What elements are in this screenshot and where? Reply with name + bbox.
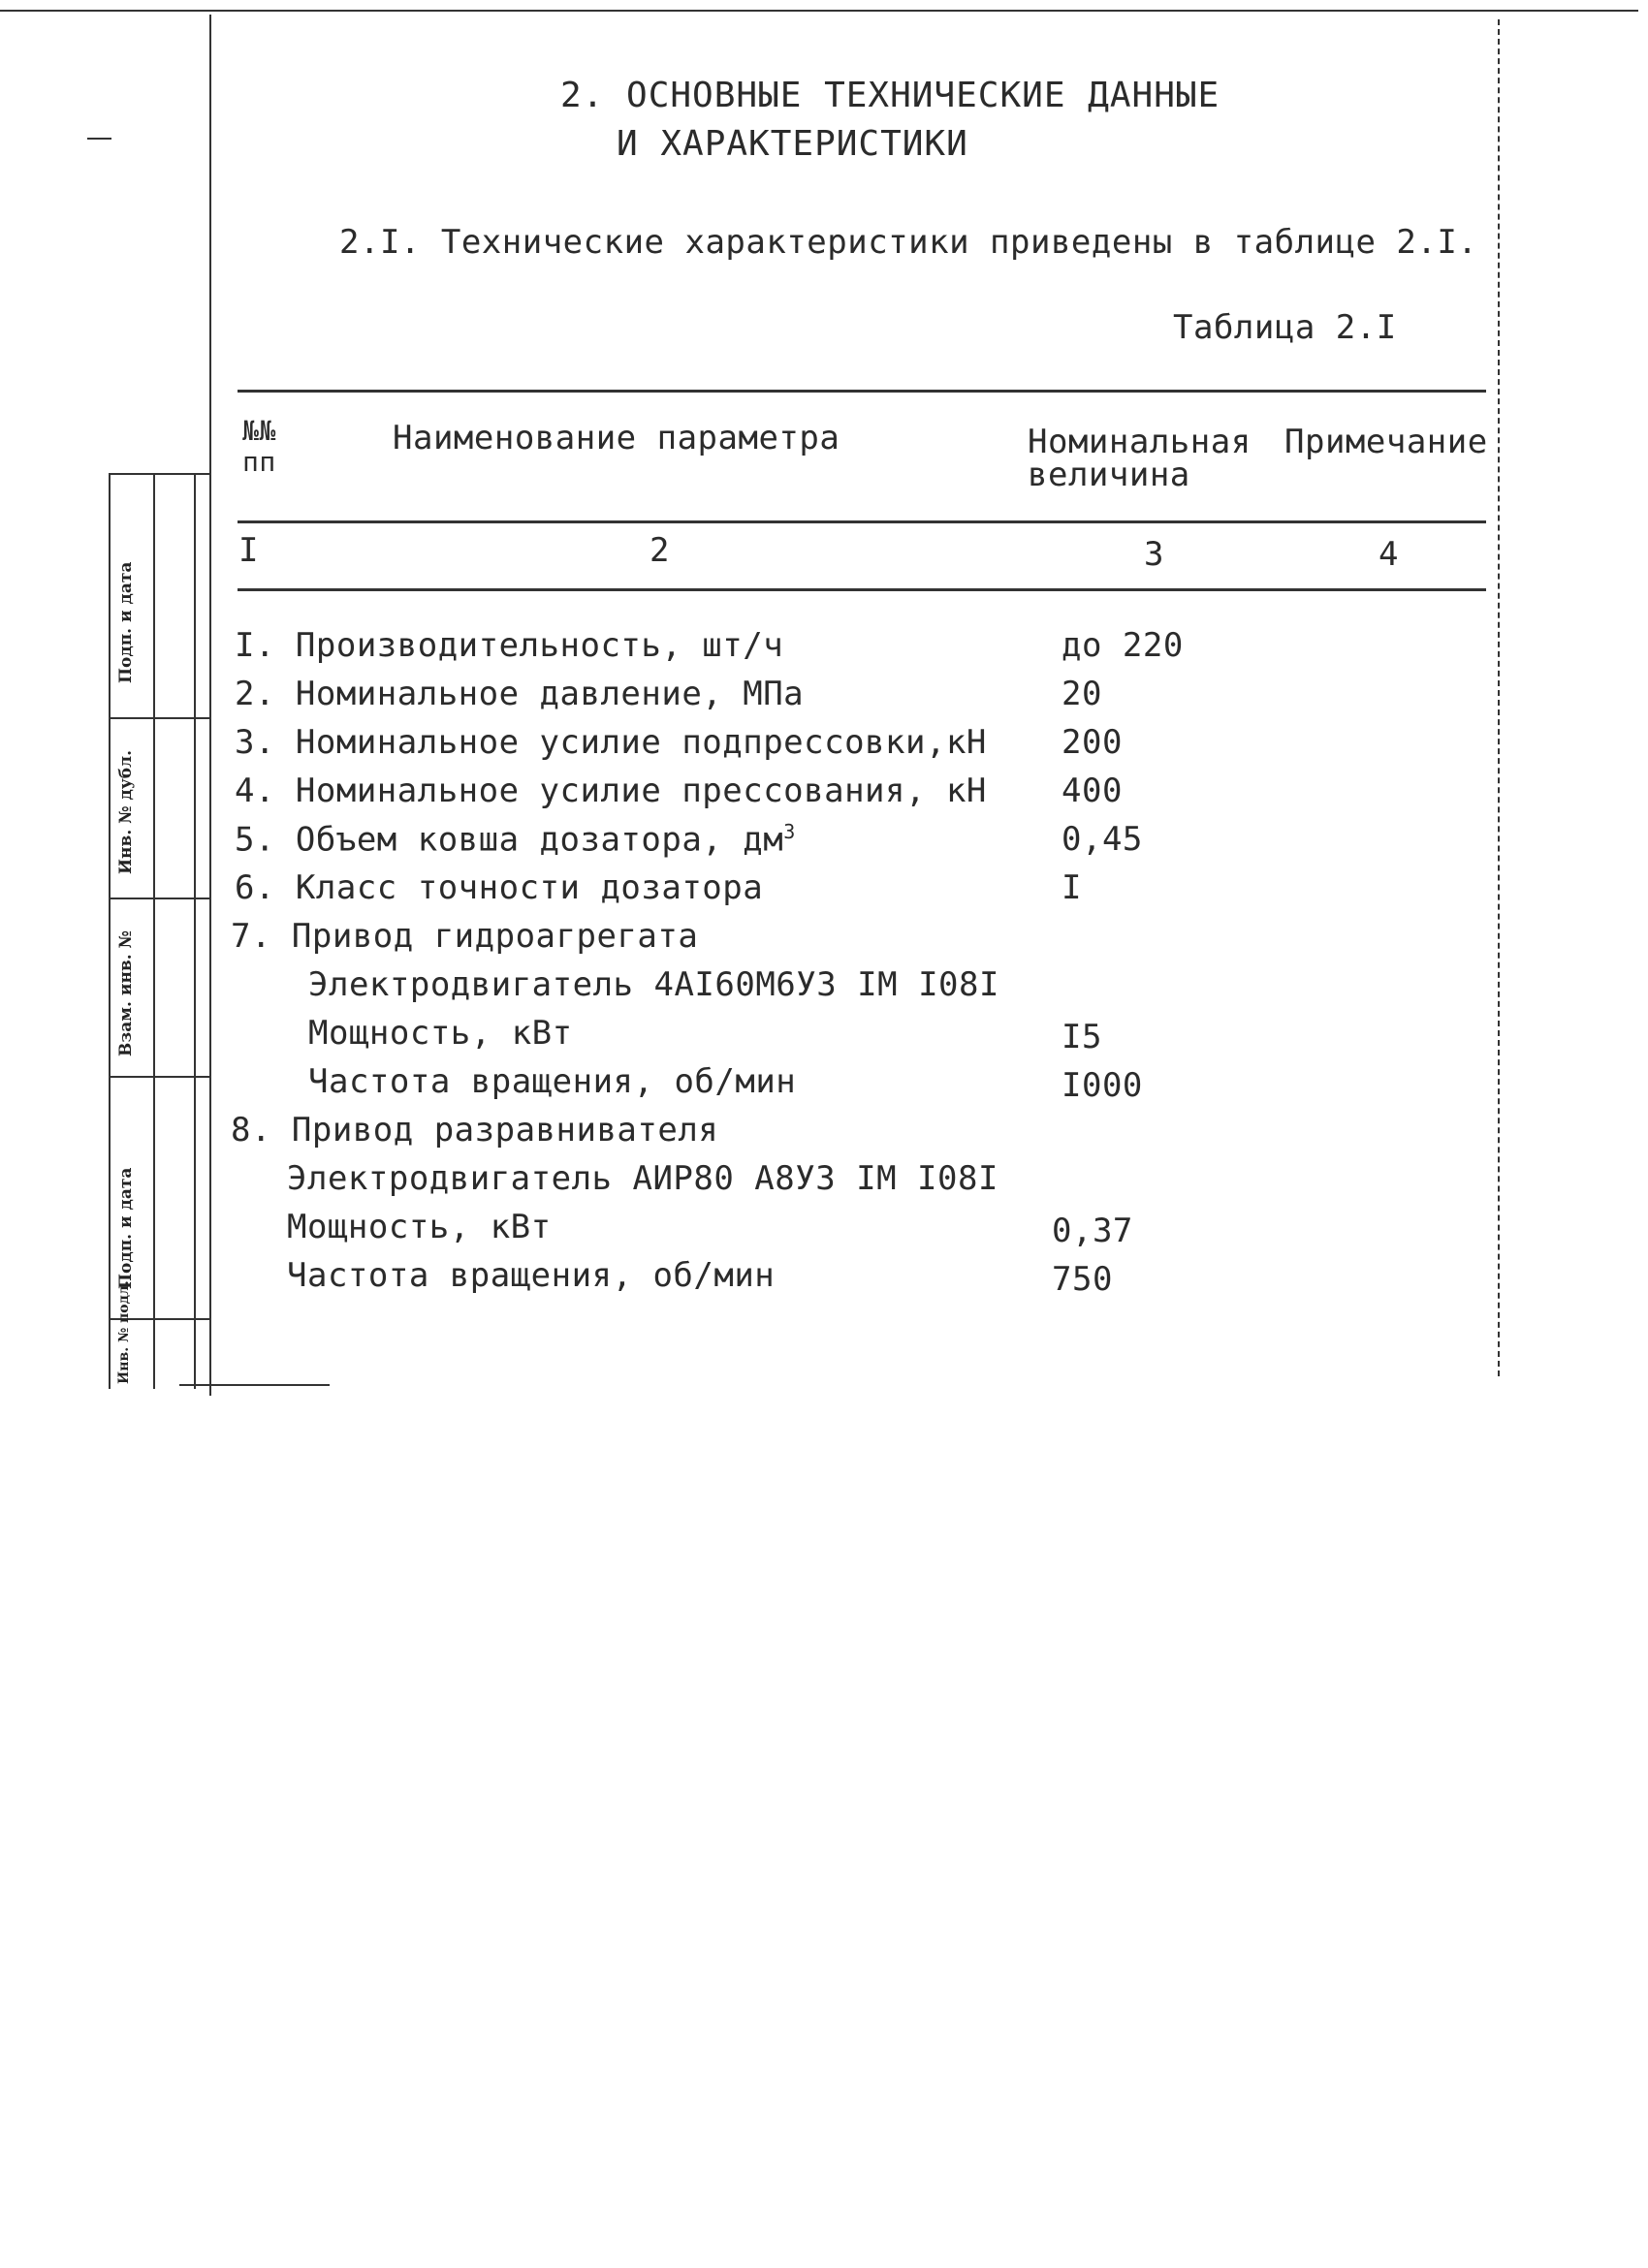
stamp-label-1: Подп. и дата — [116, 561, 136, 683]
row-8-speed-label: Частота вращения, об/мин — [287, 1256, 776, 1295]
col-number-1: I — [238, 531, 259, 570]
frame-left-line — [209, 15, 211, 1396]
row-2-value: 20 — [1062, 675, 1102, 713]
stamp-label-5: Инв. № подл. — [116, 1280, 132, 1384]
col-number-4: 4 — [1379, 535, 1399, 574]
col-number-2: 2 — [650, 531, 670, 570]
row-5-value: 0,45 — [1062, 820, 1143, 859]
row-4-value: 400 — [1062, 772, 1123, 810]
section-title-line2: И ХАРАКТЕРИСТИКИ — [617, 124, 968, 164]
row-6-name: 6. Класс точности дозатора — [235, 868, 764, 907]
row-8-motor: Электродвигатель АИР80 А8У3 IМ I08I — [287, 1159, 998, 1198]
row-5-name-text: 5. Объем ковша дозатора, дм — [235, 820, 784, 860]
row-8-name: 8. Привод разравнивателя — [231, 1111, 719, 1150]
table-header-rule — [238, 520, 1486, 523]
stamp-label-4: Подп. и дата — [116, 1167, 136, 1289]
row-6-value: I — [1062, 868, 1082, 907]
header-col1-line2: пп — [242, 446, 276, 478]
row-8-power-label: Мощность, кВт — [287, 1208, 552, 1246]
header-col2: Наименование параметра — [393, 419, 840, 457]
row-7-name: 7. Привод гидроагрегата — [231, 917, 699, 956]
header-col4: Примечание — [1284, 423, 1488, 461]
frame-right-line — [1498, 19, 1500, 1376]
stamp-label-3: Взам. инв. № — [116, 929, 136, 1056]
top-edge-line — [0, 10, 1638, 12]
row-7-power-value: I5 — [1062, 1018, 1102, 1056]
row-7-speed-value: I000 — [1062, 1066, 1143, 1105]
stamp-label-2: Инв. № дубл. — [116, 749, 136, 874]
header-col1-line1: №№ — [242, 415, 276, 447]
row-7-speed-label: Частота вращения, об/мин — [308, 1062, 797, 1101]
row-5-name — [235, 820, 796, 859]
table-top-rule — [238, 390, 1486, 393]
row-1-name: I. Производительность, шт/ч — [235, 626, 784, 665]
row-5-unit-superscript: 3 — [783, 820, 796, 843]
margin-dash — [87, 138, 111, 140]
header-col3-line1: Номинальная — [1028, 423, 1252, 461]
row-3-name: 3. Номинальное усилие подпрессовки,кН — [235, 723, 987, 762]
row-3-value: 200 — [1062, 723, 1123, 762]
section-title-line1: 2. ОСНОВНЫЕ ТЕХНИЧЕСКИЕ ДАННЫЕ — [560, 76, 1220, 115]
frame-bottom-mark — [179, 1384, 330, 1386]
row-1-value: до 220 — [1062, 626, 1184, 665]
table-colnum-rule — [238, 588, 1486, 591]
row-7-power-label: Мощность, кВт — [308, 1014, 573, 1053]
row-2-name: 2. Номинальное давление, МПа — [235, 675, 805, 713]
row-8-power-value: 0,37 — [1052, 1212, 1133, 1250]
table-caption: Таблица 2.I — [1173, 308, 1397, 347]
col-number-3: 3 — [1144, 535, 1164, 574]
row-4-name: 4. Номинальное усилие прессования, кН — [235, 772, 987, 810]
row-7-motor: Электродвигатель 4АI60М6У3 IМ I08I — [308, 965, 999, 1004]
row-8-speed-value: 750 — [1052, 1260, 1113, 1299]
intro-paragraph: 2.I. Технические характеристики приведены в таблице 2.I. — [339, 223, 1478, 262]
header-col3-line2: величина — [1028, 456, 1190, 494]
